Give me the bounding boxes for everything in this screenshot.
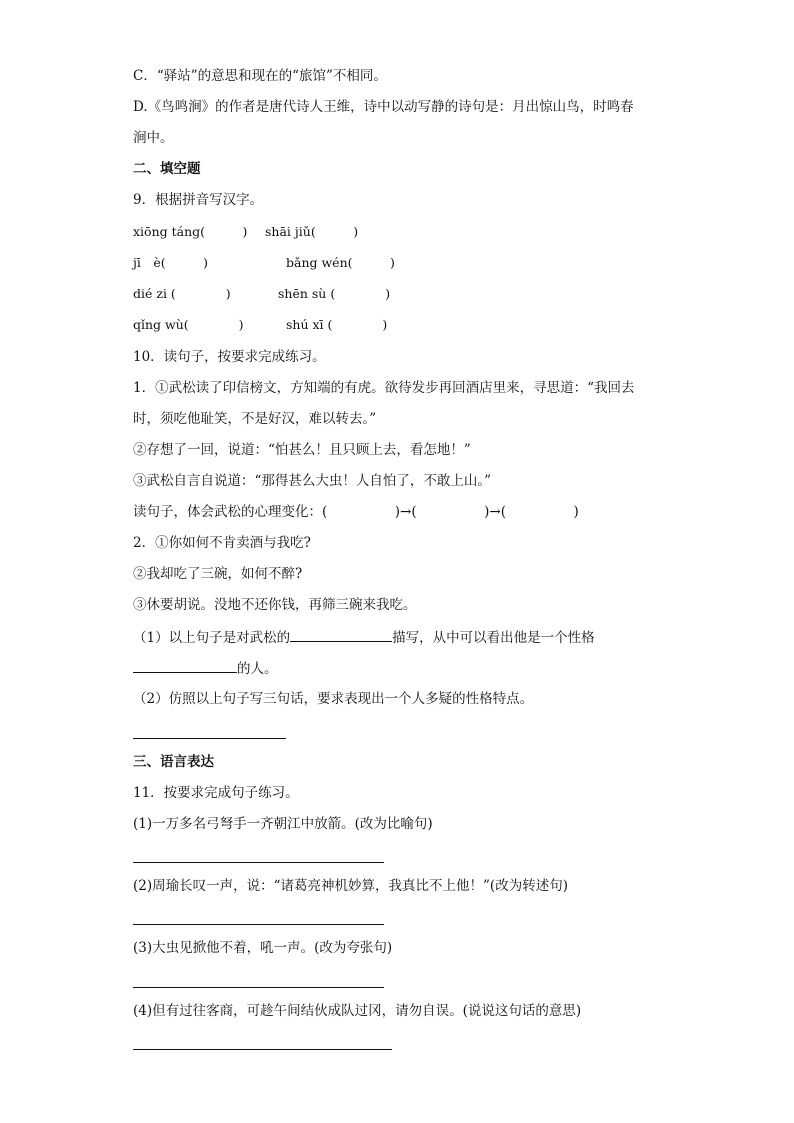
pinyin-item: shēn sù ( )	[278, 286, 391, 301]
pinyin-item: shāi jiǔ( )	[265, 224, 359, 239]
q11-item-3: (3)大虫见掀他不着，吼一声。(改为夸张句)	[133, 940, 393, 956]
q11-prompt: 11．按要求完成句子练习。	[133, 785, 299, 801]
pinyin-item: jī è( )	[133, 255, 209, 270]
q8-option-c: C．“驿站”的意思和现在的“旅馆”不相同。	[133, 68, 387, 84]
q10-passage1-line4: ③武松自言自说道：“那得甚么大虫！人自怕了，不敢上山。”	[133, 473, 492, 489]
answer-line-q11-4[interactable]	[133, 1049, 392, 1050]
sub1-blank-2[interactable]	[133, 658, 237, 673]
q10-sub1-line2	[133, 658, 278, 679]
pinyin-item: bǎng wén( )	[286, 255, 395, 270]
q10-sub2: （2）仿照以上句子写三句话，要求表现出一个人多疑的性格特点。	[133, 691, 534, 707]
q10-passage2-line2: ②我却吃了三碗，如何不醉?	[133, 566, 303, 582]
q11-item-4: (4)但有过往客商，可趁午间结伙成队过冈，请勿自误。(说说这句话的意思)	[133, 1003, 582, 1019]
answer-line-q11-2[interactable]	[133, 924, 384, 925]
q10-psychology-question: 读句子，体会武松的心理变化：( )→( )→( )	[133, 504, 579, 520]
q10-sub1-line1	[133, 627, 595, 648]
q10-passage2-line3: ③休要胡说。没地不还你钱，再筛三碗来我吃。	[133, 597, 417, 613]
pinyin-item: qǐng wù( )	[133, 317, 244, 332]
sub1-text-a: （1）以上句子是对武松的	[133, 630, 291, 646]
section-heading-fill-in: 二、填空题	[133, 161, 201, 177]
answer-line-sub2[interactable]	[133, 738, 286, 739]
sub1-text-c: 的人。	[237, 661, 278, 677]
section-heading-expression: 三、语言表达	[133, 754, 214, 770]
pinyin-item: shú xī ( )	[286, 317, 388, 332]
pinyin-item: xiōng táng( )	[133, 224, 248, 239]
q8-option-d-line1: D.《鸟鸣涧》的作者是唐代诗人王维，诗中以动写静的诗句是：月出惊山鸟，时鸣春	[133, 99, 634, 115]
q10-passage1-line1: 1．①武松读了印信榜文，方知端的有虎。欲待发步再回酒店里来，寻思道：“我回去	[133, 380, 635, 396]
q10-passage1-line2: 时，须吃他耻笑，不是好汉，难以转去。”	[133, 411, 377, 427]
q8-option-d-line2: 涧中。	[133, 130, 174, 146]
q10-prompt: 10．读句子，按要求完成练习。	[133, 349, 326, 365]
q11-item-1: (1)一万多名弓弩手一齐朝江中放箭。(改为比喻句)	[133, 816, 433, 832]
sub1-blank-1[interactable]	[290, 627, 392, 642]
q11-item-2: (2)周瑜长叹一声，说：“诸葛亮神机妙算，我真比不上他！”(改为转述句)	[133, 878, 568, 894]
answer-line-q11-3[interactable]	[133, 987, 384, 988]
q10-passage2-line1: 2．①你如何不肯卖酒与我吃?	[133, 535, 311, 551]
pinyin-item: dié zi ( )	[133, 286, 231, 301]
q9-prompt: 9．根据拼音写汉字。	[133, 192, 264, 208]
answer-line-q11-1[interactable]	[133, 862, 384, 863]
sub1-text-b: 描写，从中可以看出他是一个性格	[392, 630, 595, 646]
q10-passage1-line3: ②存想了一回，说道：“怕甚么！且只顾上去，看怎地！”	[133, 442, 471, 458]
